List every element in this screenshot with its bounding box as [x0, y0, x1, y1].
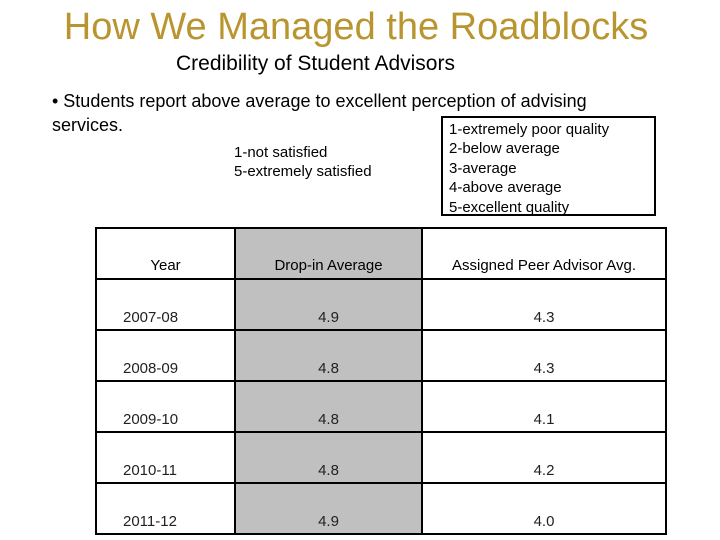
scale-item: 2-below average: [449, 140, 560, 158]
scale-item: 4-above average: [449, 179, 562, 197]
header-peer-advisor: Assigned Peer Advisor Avg.: [422, 228, 666, 279]
table-row: [96, 483, 666, 534]
drop-in-cell: 4.9: [235, 279, 422, 330]
scale-item: 1-extremely poor quality: [449, 121, 610, 138]
year-cell: 2011-12: [96, 483, 235, 534]
year-cell: 2010-11: [96, 432, 235, 483]
header-drop-in: Drop-in Average: [235, 228, 422, 279]
header-year: Year: [96, 228, 235, 279]
year-cell: 2007-08: [96, 279, 235, 330]
peer-advisor-cell: 4.1: [422, 381, 666, 432]
year-cell: 2009-10: [96, 381, 235, 432]
slide-subtitle: Credibility of Student Advisors: [176, 52, 455, 75]
scale-item: 1-not satisfied: [234, 144, 328, 161]
bullet-text: • Students report above average to excellent perception of advising services.: [52, 91, 587, 135]
year-cell: 2008-09: [96, 330, 235, 381]
scale-item: 5-excellent quality: [449, 198, 570, 216]
table-row: [96, 330, 666, 381]
drop-in-cell: 4.8: [235, 330, 422, 381]
satisfaction-scale: [234, 143, 372, 181]
scale-item: 5-extremely satisfied: [234, 163, 372, 180]
peer-advisor-cell: 4.0: [422, 483, 666, 534]
quality-scale-box: [441, 116, 656, 216]
table-header-row: [96, 228, 666, 279]
table-row: [96, 279, 666, 330]
peer-advisor-cell: 4.3: [422, 330, 666, 381]
slide-title: How We Managed the Roadblocks: [63, 6, 649, 48]
scale-item: 3-average: [449, 159, 517, 177]
table-row: [96, 381, 666, 432]
drop-in-cell: 4.8: [235, 381, 422, 432]
table-row: [96, 432, 666, 483]
drop-in-cell: 4.8: [235, 432, 422, 483]
peer-advisor-cell: 4.3: [422, 279, 666, 330]
drop-in-cell: 4.9: [235, 483, 422, 534]
ratings-table: [95, 227, 667, 535]
peer-advisor-cell: 4.2: [422, 432, 666, 483]
